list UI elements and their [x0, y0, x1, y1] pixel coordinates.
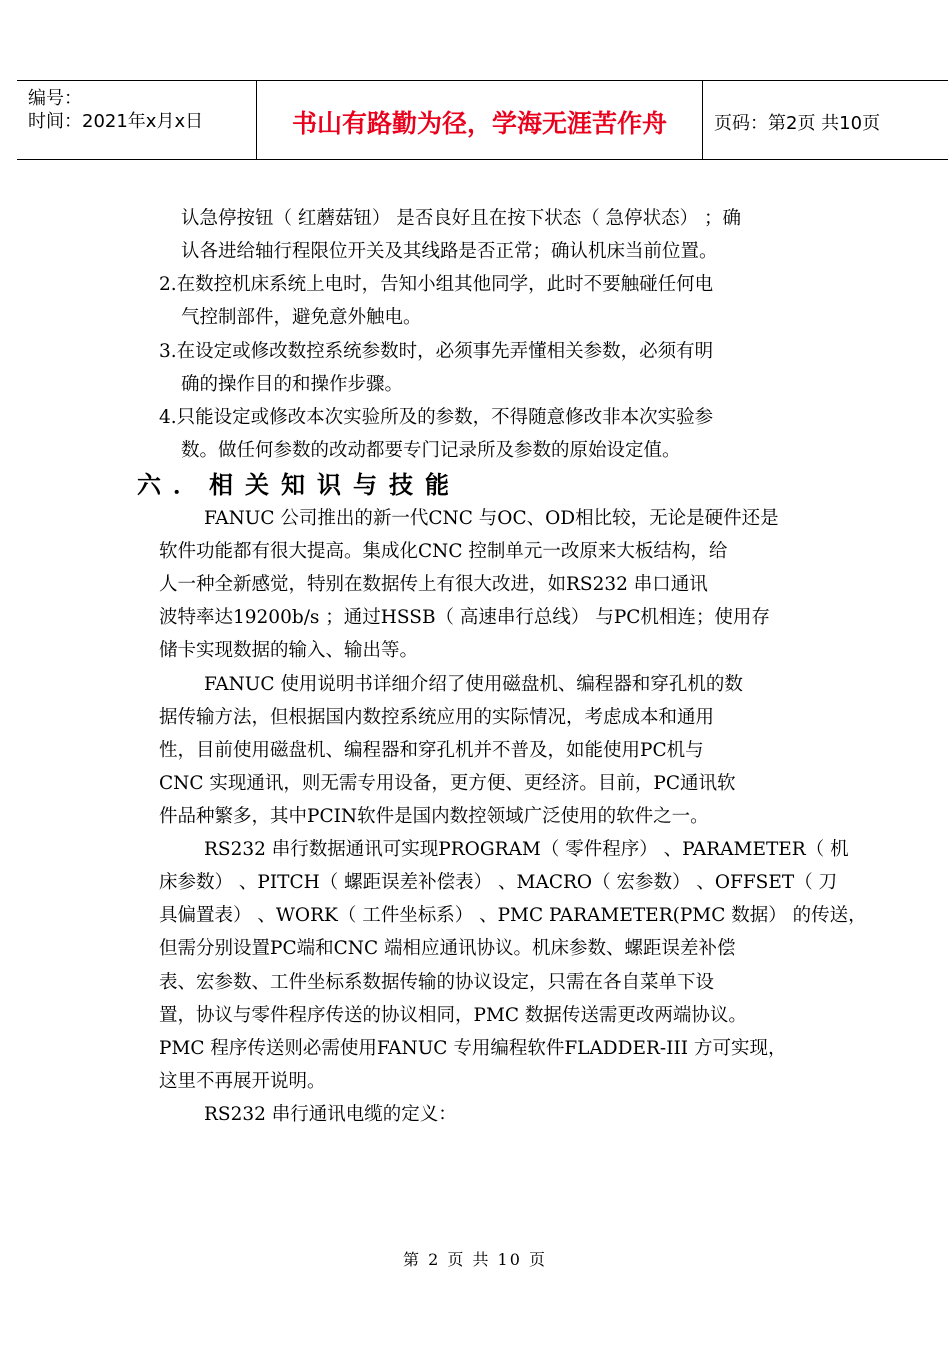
header-page-info: 页码：第2页 共10页 [714, 113, 881, 134]
text-line: 确的操作目的和操作步骤。 [181, 374, 404, 395]
document-number-label: 编号： [28, 88, 82, 109]
document-time-label: 时间：2021年x月x日 [28, 111, 204, 132]
list-item: 3.在设定或修改数控系统参数时，必须事先弄懂相关参数，必须有明 [159, 341, 714, 362]
paragraph-line: 床参数） 、PITCH（ 螺距误差补偿表） 、MACRO（ 宏参数） 、OFFSET（ 刀 [159, 872, 838, 893]
paragraph-line: CNC 实现通讯，则无需专用设备，更方便、更经济。目前，PC通讯软 [159, 773, 736, 794]
header-motto: 书山有路勤为径，学海无涯苦作舟 [257, 81, 703, 159]
page-header [17, 80, 948, 160]
header-meta [17, 81, 257, 159]
list-item: 2.在数控机床系统上电时，告知小组其他同学，此时不要触碰任何电 [159, 274, 714, 295]
paragraph-line: 据传输方法，但根据国内数控系统应用的实际情况，考虑成本和通用 [159, 707, 715, 728]
paragraph-line: RS232 串行通讯电缆的定义： [204, 1104, 457, 1125]
text-line: 数。做任何参数的改动都要专门记录所及参数的原始设定值。 [181, 440, 681, 461]
paragraph-line: FANUC 使用说明书详细介绍了使用磁盘机、编程器和穿孔机的数 [204, 674, 743, 695]
paragraph-line: RS232 串行数据通讯可实现PROGRAM（ 零件程序） 、PARAMETER（ 机 [204, 839, 849, 860]
page-footer: 第 2 页 共 10 页 [403, 1250, 547, 1269]
paragraph-line: 性，目前使用磁盘机、编程器和穿孔机并不普及，如能使用PC机与 [159, 740, 704, 761]
paragraph-line: 但需分别设置PC端和CNC 端相应通讯协议。机床参数、螺距误差补偿 [159, 938, 736, 959]
list-item: 4.只能设定或修改本次实验所及的参数，不得随意修改非本次实验参 [159, 407, 714, 428]
paragraph-line: 表、宏参数、工件坐标系数据传输的协议设定，只需在各自菜单下设 [159, 972, 715, 993]
paragraph-line: 件品种繁多，其中PCIN软件是国内数控领域广泛使用的软件之一。 [159, 806, 709, 827]
paragraph-line: 置，协议与零件程序传送的协议相同，PMC 数据传送需更改两端协议。 [159, 1005, 747, 1026]
text-line: 认各进给轴行程限位开关及其线路是否正常；确认机床当前位置。 [181, 241, 718, 262]
paragraph-line: 这里不再展开说明。 [159, 1071, 326, 1092]
paragraph-line: PMC 程序传送则必需使用FANUC 专用编程软件FLADDER-III 方可实现， [159, 1038, 787, 1059]
paragraph-line: 人一种全新感觉，特别在数据传上有很大改进，如RS232 串口通讯 [159, 574, 708, 595]
paragraph-line: 波特率达19200b/s ；通过HSSB（ 高速串行总线） 与PC机相连；使用存 [159, 607, 770, 628]
paragraph-line: 软件功能都有很大提高。集成化CNC 控制单元一改原来大板结构，给 [159, 541, 728, 562]
paragraph-line: FANUC 公司推出的新一代CNC 与OC、OD相比较，无论是硬件还是 [204, 508, 779, 529]
section-heading: 六．相关知识与技能 [137, 471, 461, 499]
paragraph-line: 储卡实现数据的输入、输出等。 [159, 640, 419, 661]
paragraph-line: 具偏置表） 、WORK（ 工件坐标系） 、PMC PARAMETER(PMC 数据） 的传送， [159, 905, 867, 926]
text-line: 认急停按钮（ 红蘑菇钮） 是否良好且在按下状态（ 急停状态） ；确 [181, 208, 742, 229]
text-line: 气控制部件，避免意外触电。 [181, 307, 422, 328]
